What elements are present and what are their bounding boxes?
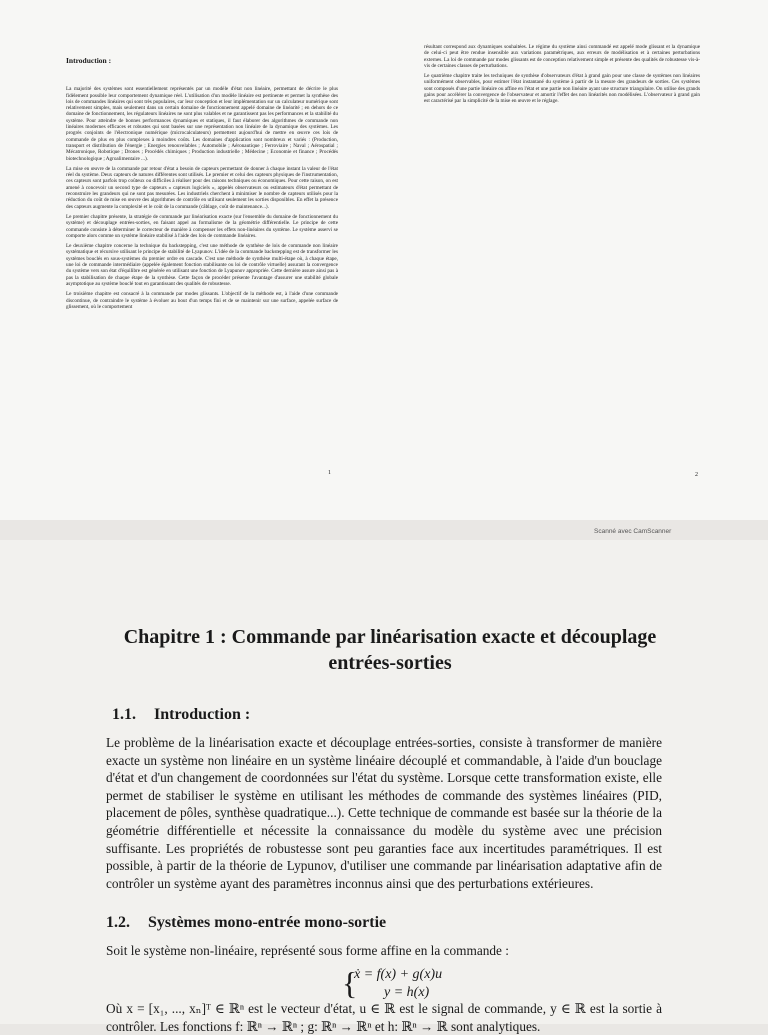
equation-line: y = h(x) (384, 985, 430, 1000)
right-paragraph: Le quatrième chapitre traite les techniques de synthèse d'observateurs d'état à grand gain pour une classe de systèmes non linéaires uniformément observables, pour estimer l'état instantané du système à partir de la mesure des grandeurs de sorties. Ces systèmes sont composés d'une partie linéaire ou affine en l'état et une partie non linéaire ayant une structure triangulaire. On utilise des grands gains pour accélérer la convergence de l'observateur et amortir l'effet des non linéarités non modélisées. L'observateur à grand gain est caractérisé par la simplicité de la mise en œuvre et le réglage. (424, 73, 700, 105)
closing-text: Où x = [x₁, ..., xₙ]ᵀ ∈ ℝⁿ est le vecteur d'état, u ∈ ℝ est le signal de commande, y ∈ ℝ est la sortie à contrôler. Les fonctions f: ℝⁿ → ℝⁿ ; g: ℝⁿ → ℝⁿ et h: ℝⁿ → ℝ sont analytiques. (106, 1001, 662, 1034)
scanner-watermark: Scanné avec CamScanner (594, 528, 672, 535)
equation-line: ẋ = f(x) + g(x)u (354, 967, 443, 982)
section-1-1-text: Le problème de la linéarisation exacte et découplage entrées-sorties, consiste à transformer de manière exacte un système non linéaire en un système linéaire découplé et commandable, à l'aide d'un bouclage d'état et d'un changement de coordonnées sur l'état du système. Lorsque cette transformation existe, elle permet de stabiliser le système en utilisant les méthodes de commande des systèmes linéaires (PID, placement de pôles, synthèse quadratique...). Cette technique de commande est basée sur la théorie de la géométrie différentielle et nécessite la connaissance du modèle du système avec une précision suffisante. Les propriétés de robustesse sont peu garanties face aux incertitudes paramétriques. Il est possible, à partir de la théorie de Lypunov, d'utiliser une commande par linéarisation adaptative afin de contrôler un système ayant des paramètres inconnus ainsi que des perturbations extérieures. (106, 735, 662, 891)
left-page-heading: Introduction : (66, 56, 112, 65)
right-page (424, 44, 700, 109)
left-page (66, 58, 338, 314)
section-heading-1-2 (106, 914, 386, 932)
left-paragraph: La mise en œuvre de la commande par retour d'état a besoin de capteurs permettant de donner à chaque instant la valeur de l'état réel du système. Deux capteurs de natures différentes sont utilisés. Le premier et celui des capteurs physiques de l'instrumentation, ces capteurs sont parfois trop coûteux ou difficiles à réaliser pour des raisons techniques ou économiques. Pour cette raison, on est amené à concevoir un second type de capteurs « capteurs logiciels », appelés observateurs ou estimateurs d'état permettant de reconstruire les grandeurs qui ne sont pas mesurées. Les industriels cherchent à minimiser le nombre de capteurs utilisés pour la réduction du coût de mise en œuvre des algorithmes de contrôle en utilisant seulement les sorties disponibles. En effet la présence des capteurs augmente la complexité et le coût de la commande (câblage, coût de maintenance...). (66, 165, 338, 210)
left-paragraph: Le deuxième chapitre concerne la technique du backstepping, c'est une méthode de synthèse de lois de commande non linéaire systématique et récursive utilisant le principe de stabilité de Lyapunov. L'idée de la commande backstepping est de transformer les systèmes bouclés en sous-systèmes du premier ordre en cascade. C'est une méthode de synthèse multi-étape où, à chaque étape, une loi de commande intermédiaire (appelée également fonction stabilisante ou loi de contrôle virtuelle) assurant la convergence du système vers son état d'équilibre est générée en utilisant une fonction de Lyapunov appropriée. Cette dernière assure ainsi pas à pas la stabilisation de chaque étape de la synthèse. Cette façon de procéder présente l'avantage d'assurer une stabilité globale asymptotique au système bouclé tout en garantissant des qualités de robustesse. (66, 243, 338, 287)
section-number: 1.2. (106, 914, 130, 931)
left-paragraph: Le premier chapitre présente, la stratégie de commande par linéarisation exacte (sur l'ensemble du domaine de fonctionnement du système) et découplage entrées-sorties, en faisant appel au formalisme de la géométrie différentielle. Le principe de cette commande consiste à déterminer le correcteur de manière à compenser les effets non-linéaires du système. Le système asservi se comporte alors comme un système linéaire stabilisé à l'aide des lois de commande linéaires. (66, 213, 338, 239)
system-equation (342, 965, 443, 1002)
section-title: Introduction : (154, 706, 251, 723)
brace-symbol: { (342, 965, 358, 1001)
left-paragraph: Le troisième chapitre est consacré à la commande par modes glissants. L'objectif de la méthode est, à l'aide d'une commande discontinue, de contraindre le système à évoluer au bout d'un temps fini et de se maintenir sur une surface, appelée surface de glissement, où le comportement (66, 291, 338, 310)
chapter-page (0, 540, 768, 1034)
left-paragraph: La majorité des systèmes sont essentiellement représentés par un modèle d'état non linéaire, permettant de décrire le plus fidèlement possible leur comportement dynamique réel. L'utilisation d'un modèle linéaire est pertinente et permet la synthèse des lois de commandes linéaires qui sont très populaires, car leur conception et leur implémentation sur un calculateur numérique sont relativement simples, mais seulement dans un certain domaine de fonctionnement appelé domaine de linéarité ; en dehors de ce domaine de fonctionnement, les régulateurs linéaires ne sont plus valables et ne garantissent pas les performances et la stabilité du système. Pour atteindre de bonnes performances dynamiques et statiques, il faut élaborer des algorithmes de commande non linéaires modernes efficaces et robustes qui sont basées sur une représentation non linéaire de la dynamique des systèmes. Les progrès conjoints de l'électronique numérique (microcalculateurs) permettent aujourd'hui de mettre en œuvre ces lois de commande de plus en plus complexes à moindres coûts. Les domaines d'application sont nombreux et variés : (Production, transport et distribution de l'énergie ; Energies renouvelables ; Automobile ; Aéronautique ; Ferroviaire ; Naval ; Aérospatial ; Mécatronique, Robotique ; Drones ; Procédés chimiques ; Production industrielle ; Médecine ; Economie et finance ; Procédés biotechnologique ; Agroalimentaire ...). (66, 86, 338, 162)
chapter-title: Chapitre 1 : Commande par linéarisation exacte et découplage entrées-sorties (123, 626, 657, 674)
section-title: Systèmes mono-entrée mono-sortie (148, 914, 387, 931)
left-page-number: 1 (328, 470, 331, 476)
right-page-number: 2 (695, 472, 698, 478)
section-number: 1.1. (112, 706, 136, 723)
section-heading-1-1 (112, 706, 250, 724)
section-1-2-text: Soit le système non-linéaire, représenté sous forme affine en la commande : (106, 943, 509, 958)
right-paragraph: résultant correspond aux dynamiques souhaitées. Le régime du système ainsi commandé est appelé mode glissant et la dynamique de celui-ci peut être rendue insensible aux variations paramétriques, aux erreurs de modélisation et à certaines perturbations externes. La loi de commande par modes glissants est de conception relativement simple et présente des qualités de robustesse vis-à-vis de certaines classes de perturbations. (424, 44, 700, 69)
